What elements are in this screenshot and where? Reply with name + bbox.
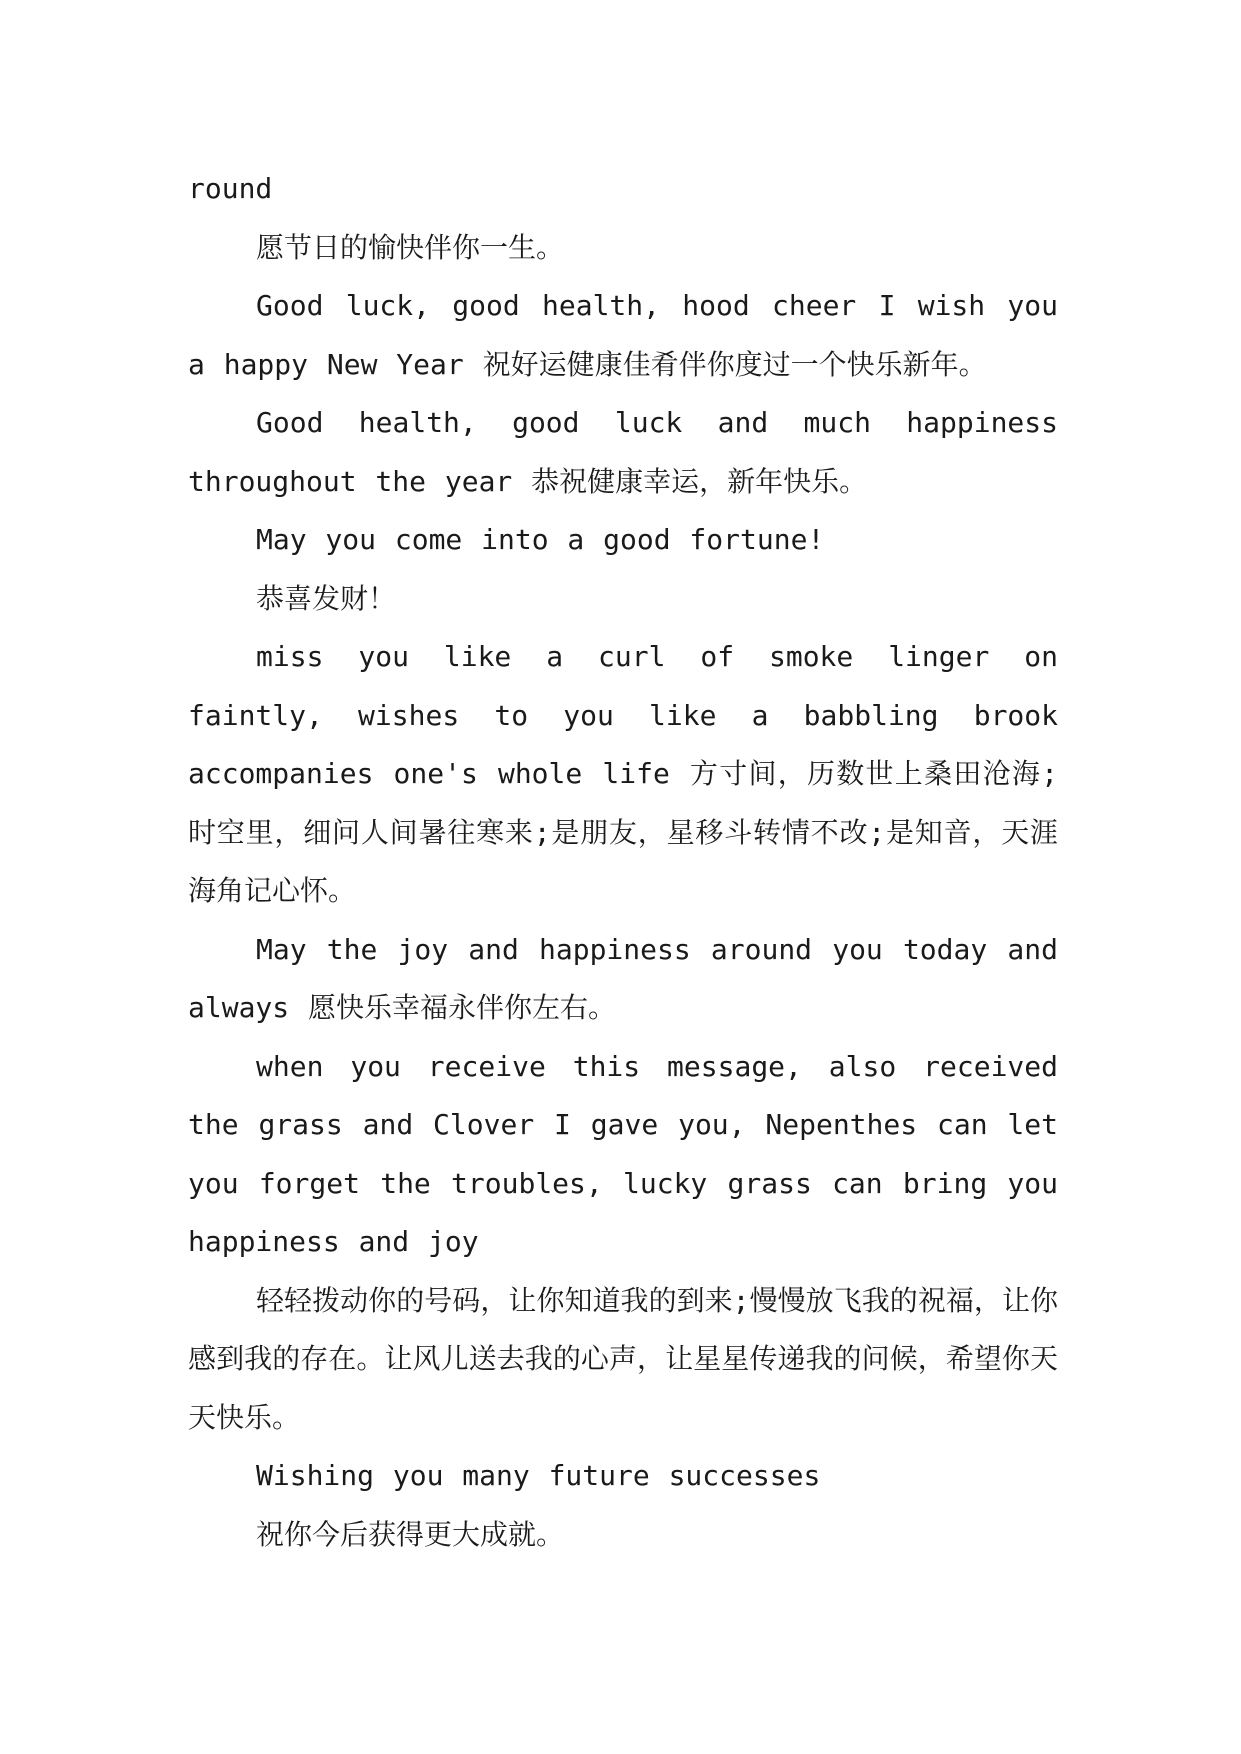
document-body (188, 160, 1058, 1564)
paragraph-continuation: round (188, 172, 273, 205)
paragraph-good-luck: Good luck, good health, hood cheer I wish you a happy New Year 祝好运健康佳肴伴你度过一个快乐新年。 (188, 289, 1058, 381)
paragraph-greater-achievement: 祝你今后获得更大成就。 (256, 1517, 565, 1551)
paragraph-chinese-wish: 愿节日的愉快伴你一生。 (256, 230, 565, 264)
paragraph-gongxi-facai: 恭喜发财！ (256, 581, 397, 615)
paragraph-future-successes: Wishing you many future successes (256, 1459, 821, 1492)
paragraph-joy-happiness: May the joy and happiness around you today and always 愿快乐幸福永伴你左右。 (188, 932, 1058, 1024)
paragraph-good-fortune: May you come into a good fortune! (256, 523, 825, 556)
paragraph-dial-number: 轻轻拨动你的号码，让你知道我的到来;慢慢放飞我的祝福，让你感到我的存在。让风儿送去我的心声，让星星传递我的问候，希望你天天快乐。 (188, 1283, 1058, 1434)
paragraph-miss-you: miss you like a curl of smoke linger on faintly, wishes to you like a babbling brook accompanies one's whole life 方寸间，历数世上桑田沧海;时空里，细问人间暑往寒来;是朋友，星移斗转情不改;是知音，天涯海角记心怀。 (188, 640, 1058, 907)
paragraph-receive-message: when you receive this message, also received the grass and Clover I gave you, Nepenthes can let you forget the troubles, lucky grass can bring you happiness and joy (188, 1049, 1058, 1258)
paragraph-good-health: Good health, good luck and much happiness throughout the year 恭祝健康幸运，新年快乐。 (188, 406, 1058, 498)
